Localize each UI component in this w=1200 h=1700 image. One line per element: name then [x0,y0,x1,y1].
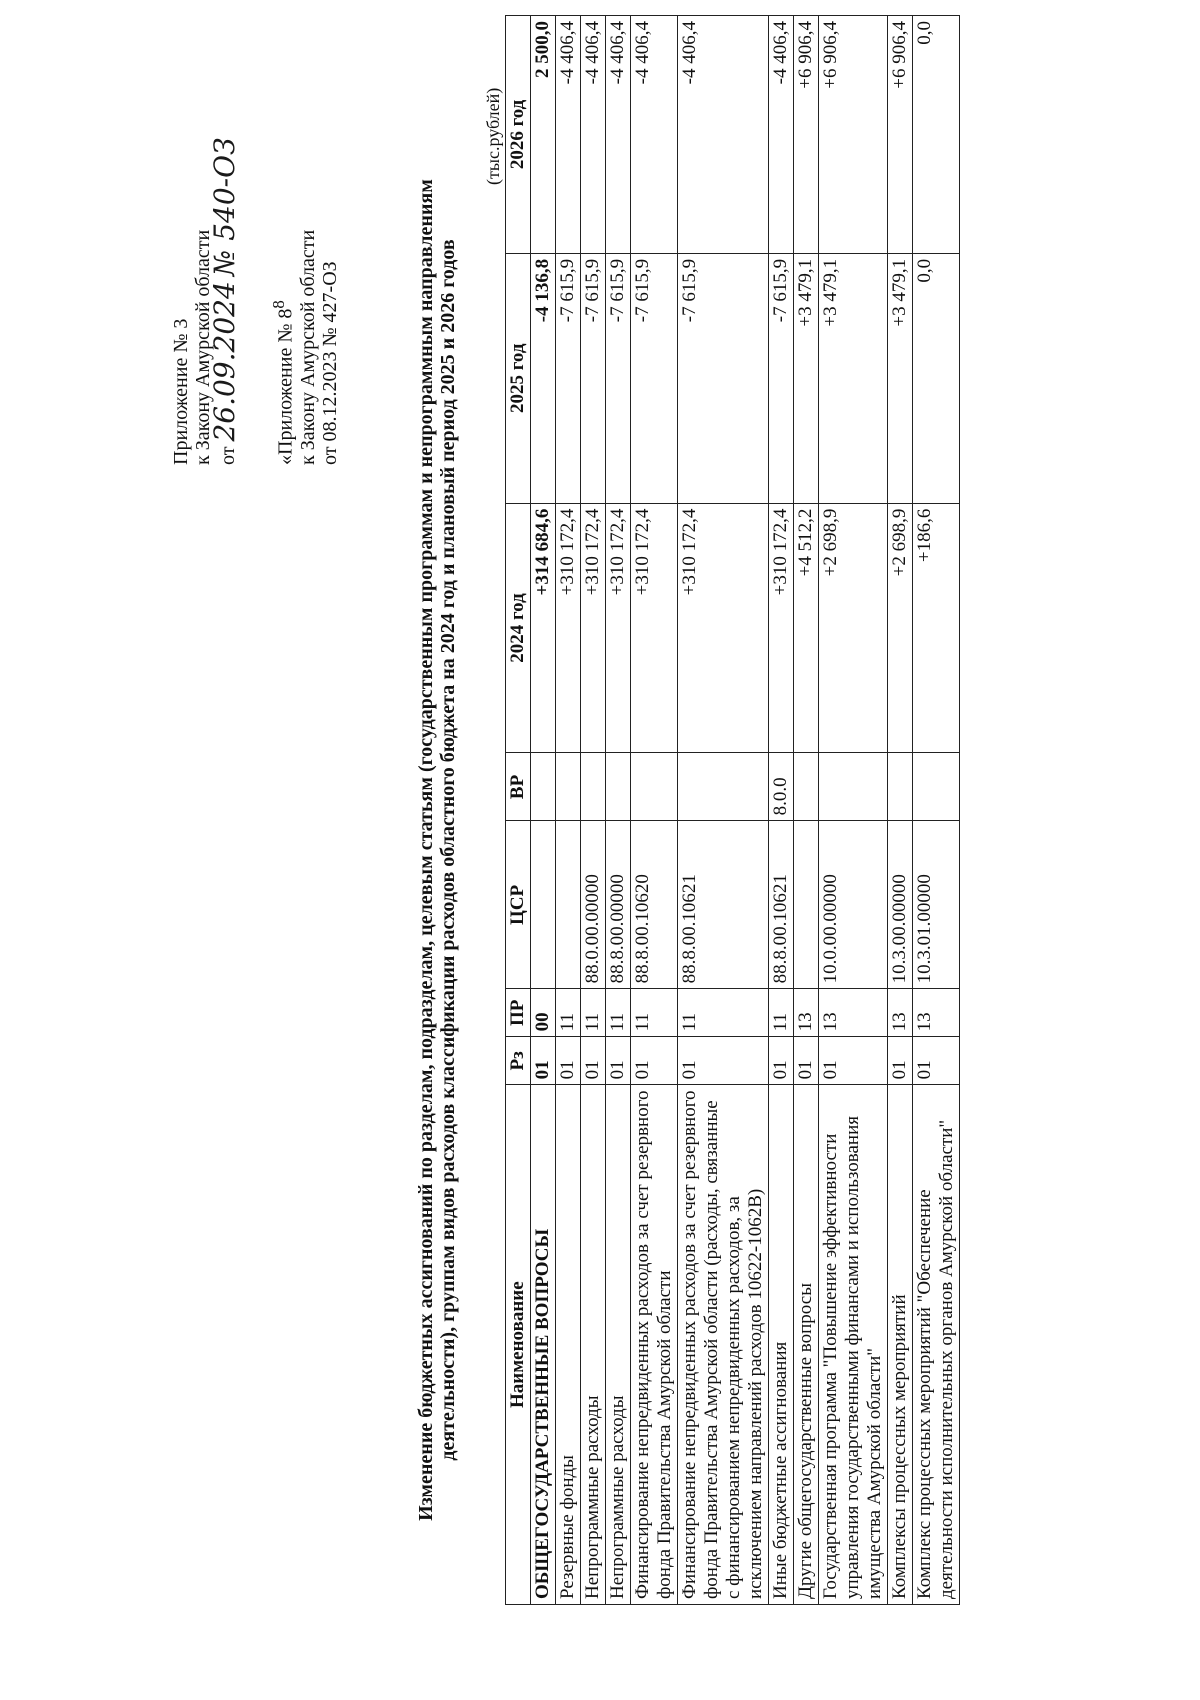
row-vr [678,753,769,821]
row-vr [581,753,606,821]
row-name: Финансирование непредвиденных расходов за счет резервного фонда Правительства Амурской области (расходы, связанные с финансированием непредвиденных расходов, за исключением направлений расходов 10622-1062В) [678,1085,769,1605]
row-name: Иные бюджетные ассигнования [769,1085,794,1605]
row-2025: -7 615,9 [606,253,631,503]
row-name: Резервные фонды [556,1085,581,1605]
row-csr: 88.0.00.00000 [581,821,606,989]
row-name: Государственная программа "Повышение эффективности управления государственными финансами и использования имущества Амурской области" [819,1085,888,1605]
row-pr: 13 [794,989,819,1037]
table-row [581,16,606,1605]
table-row [913,16,960,1605]
row-2024: +314 684,6 [531,503,556,753]
previous-appendix-header [268,25,341,465]
row-2026: -4 406,4 [606,16,631,254]
table-row [819,16,888,1605]
row-vr [819,753,888,821]
row-name: Непрограммные расходы [606,1085,631,1605]
row-pr: 11 [606,989,631,1037]
row-vr [631,753,678,821]
col-header-2024: 2024 год [506,503,531,753]
row-pr: 11 [769,989,794,1037]
date-prefix: от [217,446,239,465]
row-2025: -7 615,9 [581,253,606,503]
law-reference: к Закону Амурской области [192,229,214,465]
col-header-pr: ПР [506,989,531,1037]
row-csr: 88.8.00.10621 [678,821,769,989]
row-2025: -4 136,8 [531,253,556,503]
row-rz: 01 [769,1037,794,1085]
row-pr: 11 [581,989,606,1037]
row-2026: -4 406,4 [556,16,581,254]
row-csr: 88.8.00.10621 [769,821,794,989]
row-csr [531,821,556,989]
previous-law-reference: к Закону Амурской области [296,229,319,465]
row-rz: 01 [531,1037,556,1085]
row-pr: 00 [531,989,556,1037]
law-date-line [208,25,241,465]
row-2026: -4 406,4 [631,16,678,254]
row-csr [794,821,819,989]
table-header-row [506,16,531,1605]
col-header-2026: 2026 год [506,16,531,254]
row-2026: +6 906,4 [819,16,888,254]
row-rz: 01 [631,1037,678,1085]
table-row [606,16,631,1605]
row-pr: 13 [819,989,888,1037]
table-row [631,16,678,1605]
row-vr: 8.0.0 [769,753,794,821]
row-2025: +3 479,1 [819,253,888,503]
row-vr [606,753,631,821]
row-2026: -4 406,4 [769,16,794,254]
table-row [531,16,556,1605]
row-2026: +6 906,4 [888,16,913,254]
row-2024: +310 172,4 [631,503,678,753]
col-header-vr: ВР [506,753,531,821]
row-name: Непрограммные расходы [581,1085,606,1605]
table-row [769,16,794,1605]
row-name: Финансирование непредвиденных расходов за счет резервного фонда Правительства Амурской области [631,1085,678,1605]
handwritten-date: 26.09.2024 [208,281,241,442]
row-2026: 2 500,0 [531,16,556,254]
row-2026: -4 406,4 [581,16,606,254]
row-2024: +2 698,9 [819,503,888,753]
row-2025: 0,0 [913,253,960,503]
budget-table [505,15,960,1605]
row-name: Комплексы процессных мероприятий [888,1085,913,1605]
row-2026: 0,0 [913,16,960,254]
row-csr: 10.0.00.00000 [819,821,888,989]
row-2024: +2 698,9 [888,503,913,753]
row-2024: +186,6 [913,503,960,753]
row-2025: -7 615,9 [631,253,678,503]
row-2026: +6 906,4 [794,16,819,254]
table-row [888,16,913,1605]
row-csr: 88.8.00.10620 [631,821,678,989]
row-name: Другие общегосударственные вопросы [794,1085,819,1605]
row-pr: 13 [888,989,913,1037]
row-name: ОБЩЕГОСУДАРСТВЕННЫЕ ВОПРОСЫ [531,1085,556,1605]
row-rz: 01 [888,1037,913,1085]
col-header-name: Наименование [506,1085,531,1605]
previous-law-date: от 08.12.2023 № 427-ОЗ [318,261,341,465]
row-name: Комплекс процессных мероприятий "Обеспечение деятельности исполнительных органов Амурской области" [913,1085,960,1605]
row-csr: 10.3.01.00000 [913,821,960,989]
row-2024: +310 172,4 [678,503,769,753]
row-rz: 01 [606,1037,631,1085]
appendix-number: Приложение № 3 [170,318,192,465]
table-row [678,16,769,1605]
col-header-csr: ЦСР [506,821,531,989]
document-title: Изменение бюджетных ассигнований по разделам, подразделам, целевым статьям (государственным программам и непрограммным направлениям деятельности), группам видов расходов классификации расходов областного бюджета на 2024 год и плановый период 2025 и 2026 годов [415,179,459,1521]
row-pr: 13 [913,989,960,1037]
row-2025: +3 479,1 [794,253,819,503]
previous-appendix-number: «Приложение № $8^8$ [269,300,297,465]
handwritten-number: № 540-ОЗ [208,137,241,277]
row-rz: 01 [581,1037,606,1085]
row-pr: 11 [631,989,678,1037]
row-csr: 88.8.00.00000 [606,821,631,989]
row-rz: 01 [913,1037,960,1085]
appendix-header [170,25,239,465]
row-2026: -4 406,4 [678,16,769,254]
table-row [556,16,581,1605]
row-2025: -7 615,9 [769,253,794,503]
row-2025: +3 479,1 [888,253,913,503]
row-pr: 11 [678,989,769,1037]
row-2024: +310 172,4 [581,503,606,753]
row-2024: +310 172,4 [556,503,581,753]
row-2024: +310 172,4 [769,503,794,753]
row-rz: 01 [819,1037,888,1085]
col-header-rz: Рз [506,1037,531,1085]
row-csr [556,821,581,989]
row-pr: 11 [556,989,581,1037]
row-csr: 10.3.00.00000 [888,821,913,989]
table-row [794,16,819,1605]
row-rz: 01 [678,1037,769,1085]
row-2024: +4 512,2 [794,503,819,753]
row-rz: 01 [556,1037,581,1085]
row-2025: -7 615,9 [678,253,769,503]
col-header-2025: 2025 год [506,253,531,503]
row-vr [556,753,581,821]
units-label: (тыс.рублей) [483,87,503,185]
row-vr [913,753,960,821]
row-vr [531,753,556,821]
appendix-superscript: 8 [269,300,288,309]
row-vr [888,753,913,821]
row-2025: -7 615,9 [556,253,581,503]
row-vr [794,753,819,821]
row-2024: +310 172,4 [606,503,631,753]
row-rz: 01 [794,1037,819,1085]
